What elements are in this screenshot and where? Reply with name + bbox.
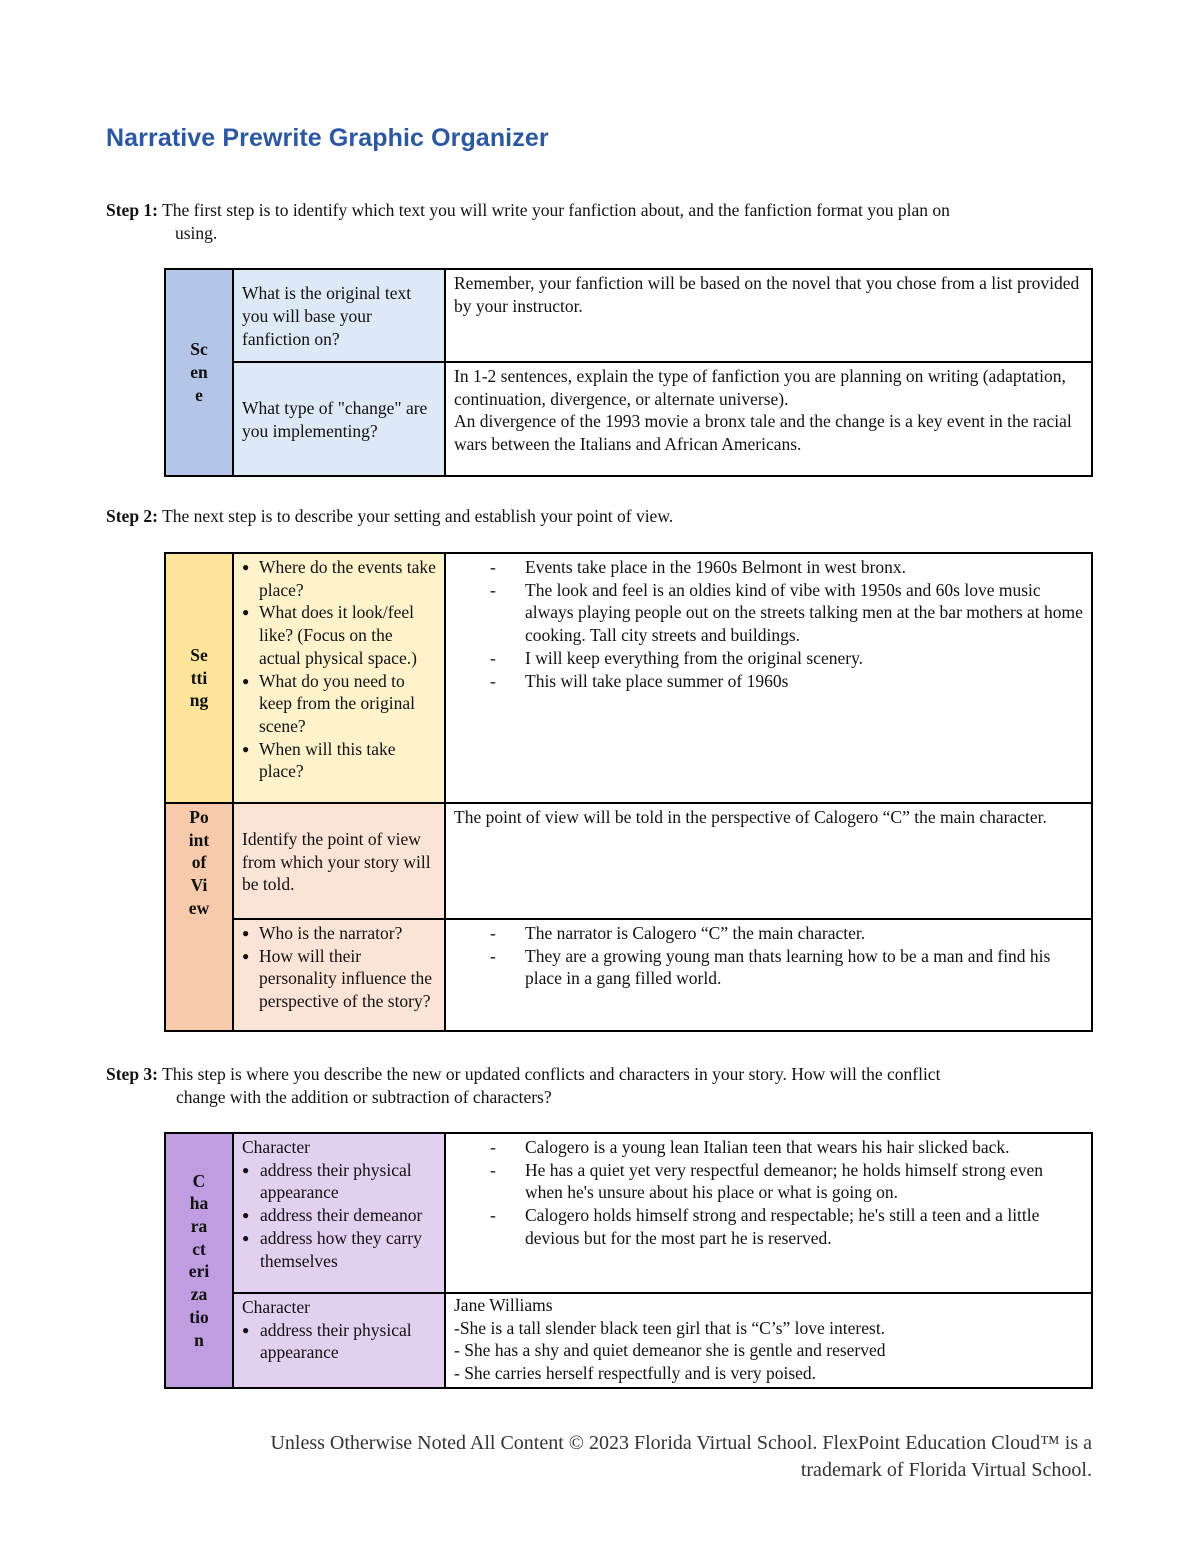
- setting-question: ● What does it look/feel like? (Focus on the actual physical space.): [242, 601, 436, 669]
- pov-questions-narrator: [233, 919, 445, 1031]
- setting-answer: - This will take place summer of 1960s: [454, 670, 1083, 693]
- copyright-footer: Unless Otherwise Noted All Content © 2023 Florida Virtual School. FlexPoint Education Cloud™ is a trademark of Florida Virtual School.: [270, 1432, 1092, 1481]
- page-title: Narrative Prewrite Graphic Organizer: [106, 124, 549, 152]
- scene-question-original-text: What is the original text you will base your fanfiction on?: [233, 269, 445, 362]
- setting-side-label: Se tti ng: [165, 553, 233, 803]
- pov-side-label: Po int of Vi ew: [165, 803, 233, 1031]
- characterization-side-label: C ha ra ct eri za tio n: [165, 1133, 233, 1388]
- character-prompt-item: ● address their physical appearance: [242, 1159, 436, 1204]
- setting-answer: - Events take place in the 1960s Belmont in west bronx.: [454, 556, 1083, 579]
- characterization-table: [164, 1132, 1093, 1389]
- character-answer: - Calogero is a young lean Italian teen that wears his hair slicked back.: [454, 1136, 1083, 1159]
- scene-answer-original-text: Remember, your fanfiction will be based on the novel that you chose from a list provided by your instructor.: [445, 269, 1092, 362]
- pov-answers-narrator: [445, 919, 1092, 1031]
- character1-prompt: [233, 1133, 445, 1293]
- step3-label: Step 3:: [106, 1064, 159, 1084]
- step1-text-cont: using.: [175, 223, 218, 243]
- scene-table: [164, 268, 1093, 477]
- setting-questions: [233, 553, 445, 803]
- pov-question-identify: Identify the point of view from which your story will be told.: [233, 803, 445, 919]
- pov-question: ● How will their personality influence the perspective of the story?: [242, 945, 436, 1013]
- setting-answers: [445, 553, 1092, 803]
- pov-answer: - The narrator is Calogero “C” the main character.: [454, 922, 1083, 945]
- character1-title: Character: [242, 1137, 311, 1157]
- step3-text-cont: change with the addition or subtraction of characters?: [176, 1087, 552, 1107]
- character1-answers: [445, 1133, 1092, 1293]
- setting-question: ● When will this take place?: [242, 738, 436, 783]
- character-answer: - He has a quiet yet very respectful demeanor; he holds himself strong even when he's unsure about his place or what is going on.: [454, 1159, 1083, 1204]
- scene-side-label: Sc en e: [165, 269, 233, 476]
- step1-label: Step 1:: [106, 200, 159, 220]
- step2-label: Step 2:: [106, 506, 159, 526]
- character2-answers: [445, 1293, 1092, 1388]
- pov-answer: - They are a growing young man thats learning how to be a man and find his place in a gang filled world.: [454, 945, 1083, 990]
- step2-text: The next step is to describe your setting and establish your point of view.: [162, 506, 674, 526]
- character2-name: Jane Williams: [454, 1295, 553, 1315]
- character-prompt-item: ● address their physical appearance: [242, 1319, 436, 1364]
- step1-instructions: [106, 199, 1066, 245]
- character2-title: Character: [242, 1297, 311, 1317]
- scene-question-change-type: What type of "change" are you implementing?: [233, 362, 445, 476]
- character-answer: - Calogero holds himself strong and respectable; he's still a teen and a little devious but for the most part he is reserved.: [454, 1204, 1083, 1249]
- step3-text: This step is where you describe the new or updated conflicts and characters in your story. How will the conflict: [162, 1064, 941, 1084]
- character-answer: - She carries herself respectfully and is very poised.: [454, 1363, 817, 1384]
- setting-question: ● Where do the events take place?: [242, 556, 436, 601]
- setting-question: ● What do you need to keep from the original scene?: [242, 670, 436, 738]
- step3-instructions: [106, 1063, 1066, 1109]
- setting-answer: - The look and feel is an oldies kind of vibe with 1950s and 60s love music always playing people out on the streets talking men at the bar mothers at home cooking. Tall city streets and buildings.: [454, 579, 1083, 647]
- step2-instructions: [106, 505, 1066, 528]
- character2-prompt: [233, 1293, 445, 1388]
- setting-pov-table: [164, 552, 1093, 1032]
- character-prompt-item: ● address how they carry themselves: [242, 1227, 436, 1272]
- pov-question: ● Who is the narrator?: [242, 922, 436, 945]
- setting-answer: - I will keep everything from the original scenery.: [454, 647, 1083, 670]
- pov-answer-identify: The point of view will be told in the perspective of Calogero “C” the main character.: [445, 803, 1092, 919]
- step1-text: The first step is to identify which text you will write your fanfiction about, and the fanfiction format you plan on: [162, 200, 950, 220]
- character-prompt-item: ● address their demeanor: [242, 1204, 436, 1227]
- scene-answer-change-type: In 1-2 sentences, explain the type of fanfiction you are planning on writing (adaptation, continuation, divergence, or alternate universe). An divergence of the 1993 movie a bronx tale and the change is a key event in the racial wars between the Italians and African Americans.: [445, 362, 1092, 476]
- character-answer: -She is a tall slender black teen girl that is “C’s” love interest.: [454, 1317, 886, 1338]
- character-answer: - She has a shy and quiet demeanor she is gentle and reserved: [454, 1340, 886, 1361]
